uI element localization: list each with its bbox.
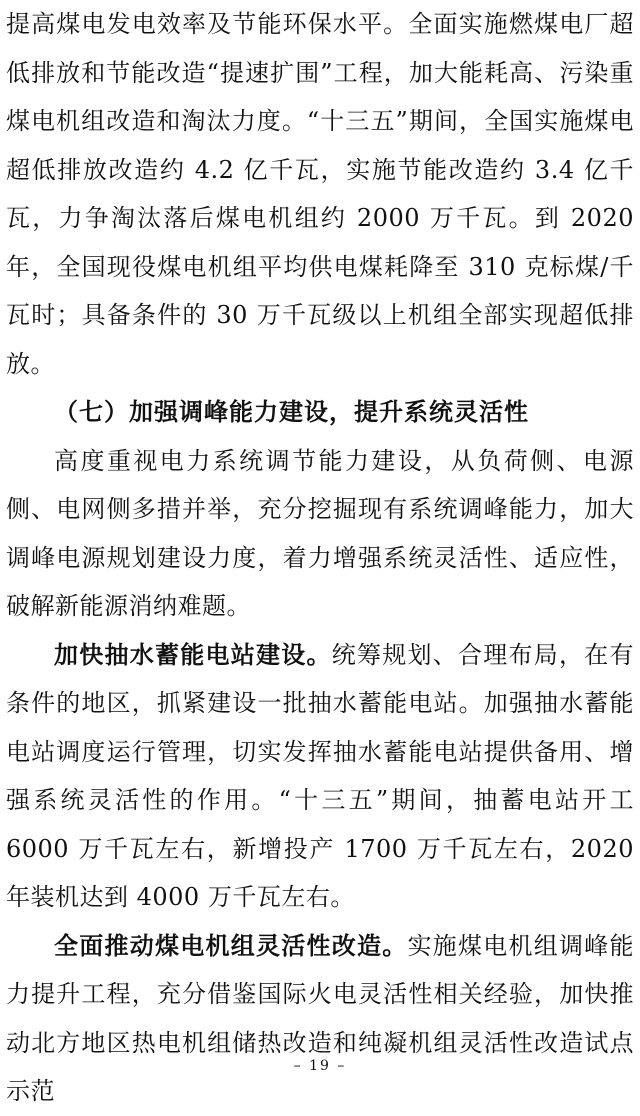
paragraph-text: 实施煤电机组调峰能力提升工程，充分借鉴国际火电灵活性相关经验，加快推动北方地区热电机组储热改造和纯凝机组灵活性改造试点示范 — [6, 931, 634, 1105]
section-heading-text: （七）加强调峰能力建设，提升系统灵活性 — [54, 398, 529, 426]
paragraph-coal-flexibility — [6, 922, 634, 1116]
document-body — [6, 0, 634, 1116]
paragraph-lead-text: 加快抽水蓄能电站建设。 — [54, 640, 332, 669]
section-heading-peak-regulation — [6, 388, 634, 437]
paragraph-text: 提高煤电发电效率及节能环保水平。全面实施燃煤电厂超低排放和节能改造“提速扩围”工程，加大能耗高、污染重煤电机组改造和淘汰力度。“十三五”期间，全国实施煤电超低排放改造约 4.2 亿千瓦，实施节能改造约 3.4 亿千瓦，力争淘汰落后煤电机组约 2000 万千瓦。到 2020 年，全国现役煤电机组平均供电煤耗降至 310 克标煤/千瓦时；具备条件的 30 万千瓦级以上机组全部实现超低排放。 — [6, 10, 634, 378]
paragraph-lead-text: 全面推动煤电机组灵活性改造。 — [54, 931, 408, 960]
paragraph-system-regulation — [6, 437, 634, 631]
page-number: – 19 – — [293, 1058, 347, 1074]
paragraph-pumped-storage — [6, 631, 634, 922]
paragraph-coal-efficiency — [6, 0, 634, 388]
paragraph-text: 统筹规划、合理布局，在有条件的地区，抓紧建设一批抽水蓄能电站。加强抽水蓄能电站调度运行管理，切实发挥抽水蓄能电站提供备用、增强系统灵活性的作用。“十三五”期间，抽蓄电站开工 6000 万千瓦左右，新增投产 1700 万千瓦左右，2020 年装机达到 4000 万千瓦左右。 — [6, 640, 634, 911]
paragraph-text: 高度重视电力系统调节能力建设，从负荷侧、电源侧、电网侧多措并举，充分挖掘现有系统调峰能力，加大调峰电源规划建设力度，着力增强系统灵活性、适应性，破解新能源消纳难题。 — [6, 446, 634, 620]
